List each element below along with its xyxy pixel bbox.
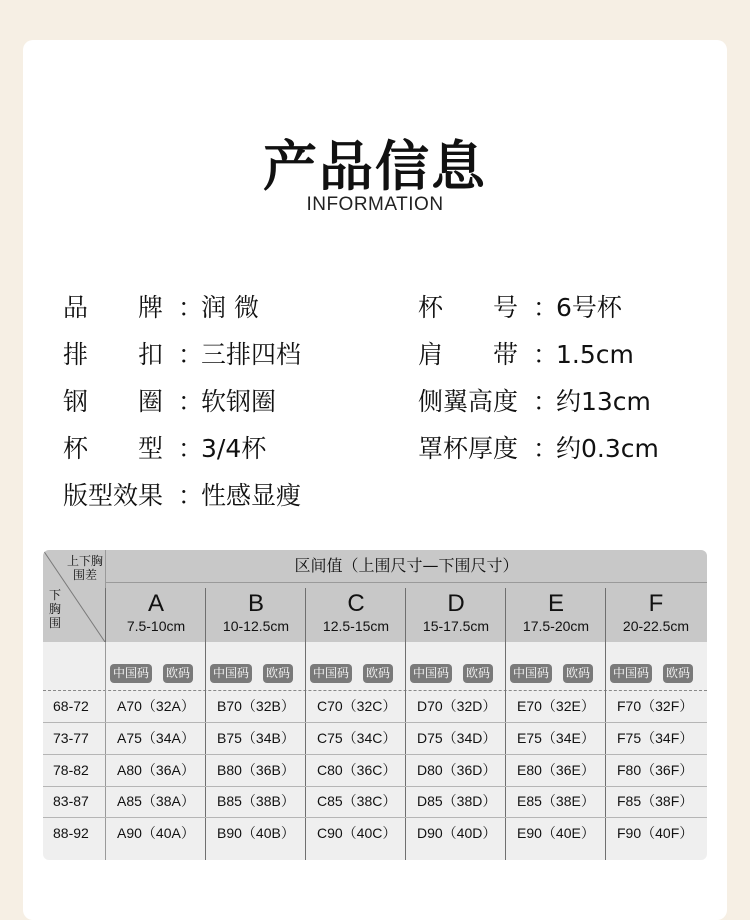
- size-cell: C85（38C）: [317, 793, 397, 810]
- spec-value: 性感显瘦: [201, 481, 302, 510]
- cup-column-header: [605, 588, 706, 642]
- underbust-cell: 88-92: [53, 825, 89, 842]
- underbust-cell: 68-72: [53, 698, 89, 714]
- size-cell: C75（34C）: [317, 729, 397, 746]
- size-cell: D80（36D）: [417, 761, 497, 778]
- size-cell: D75（34D）: [417, 729, 497, 746]
- size-cell: D85（38D）: [417, 793, 497, 810]
- spec-value: 约0.3cm: [556, 434, 659, 463]
- size-cell: F70（32F）: [617, 698, 694, 714]
- eu-size-tag: 欧码: [663, 664, 693, 683]
- eu-size-tag: 欧码: [263, 664, 293, 683]
- underbust-cell: 73-77: [53, 729, 89, 746]
- corner-label-upper: 上下胸围差: [66, 554, 103, 582]
- size-cell: F90（40F）: [617, 825, 694, 842]
- spec-value: 3/4杯: [201, 434, 267, 463]
- spec-label: 罩杯厚度: [418, 434, 519, 463]
- size-cell: B90（40B）: [217, 825, 295, 842]
- spec-colon: ：: [533, 387, 559, 416]
- china-size-tag: 中国码: [610, 664, 652, 683]
- spec-label: 侧翼高度: [418, 387, 519, 416]
- spec-colon: ：: [178, 340, 204, 369]
- spec-value: 软钢圈: [201, 387, 277, 416]
- size-cell: B70（32B）: [217, 698, 295, 714]
- table-row: [43, 786, 707, 818]
- cup-column-header: [305, 588, 406, 642]
- cup-letter: A: [147, 590, 164, 617]
- china-size-tag: 中国码: [510, 664, 552, 683]
- table-header: [43, 550, 707, 642]
- spec-label: 钢 圈: [63, 387, 164, 416]
- spec-label: 品 牌: [63, 293, 164, 322]
- page-title: 产品信息: [263, 135, 487, 198]
- spec-row: [0, 339, 750, 371]
- cup-letter: D: [447, 590, 465, 617]
- spec-label: 排 扣: [63, 340, 164, 369]
- table-row: [43, 818, 707, 849]
- eu-size-tag: 欧码: [463, 664, 493, 683]
- size-cell: E85（38E）: [517, 793, 595, 810]
- spec-label: 杯 号: [418, 293, 519, 322]
- corner-label-lower: 下胸围: [49, 588, 62, 630]
- size-cell: E70（32E）: [517, 698, 595, 714]
- cup-range: 7.5-10cm: [126, 618, 186, 634]
- cup-letter: E: [547, 590, 564, 617]
- cup-range: 15-17.5cm: [422, 618, 490, 634]
- spec-value: 约13cm: [556, 387, 651, 416]
- cup-range: 12.5-15cm: [322, 618, 390, 634]
- size-cell: D70（32D）: [417, 698, 497, 714]
- spec-label: 杯 型: [63, 434, 164, 463]
- spec-row: [0, 292, 750, 324]
- spec-value: 润 微: [201, 293, 259, 322]
- size-cell: A80（36A）: [117, 761, 195, 778]
- spec-colon: ：: [178, 434, 204, 463]
- cup-letter: F: [648, 590, 664, 617]
- size-cell: E90（40E）: [517, 825, 595, 842]
- cup-column-header: [205, 588, 306, 642]
- size-cell: F80（36F）: [617, 761, 694, 778]
- size-cell: A85（38A）: [117, 793, 195, 810]
- spec-label: 版型效果: [63, 481, 164, 510]
- table-corner: [43, 550, 106, 642]
- table-row: [43, 691, 707, 723]
- size-table: [43, 550, 707, 860]
- size-cell: A70（32A）: [117, 698, 195, 714]
- underbust-cell: 78-82: [53, 761, 89, 778]
- cup-range: 10-12.5cm: [222, 618, 290, 634]
- size-cell: A75（34A）: [117, 729, 195, 746]
- page-subtitle: INFORMATION: [306, 194, 444, 215]
- spec-colon: ：: [178, 293, 204, 322]
- cup-column-header: [105, 588, 206, 642]
- spec-label: 肩 带: [418, 340, 519, 369]
- size-cell: B80（36B）: [217, 761, 295, 778]
- size-cell: B85（38B）: [217, 793, 295, 810]
- spec-row: [0, 386, 750, 418]
- size-cell: C80（36C）: [317, 761, 397, 778]
- spec-row: [0, 480, 750, 512]
- spec-colon: ：: [533, 340, 559, 369]
- size-cell: F85（38F）: [617, 793, 694, 810]
- table-row: [43, 755, 707, 787]
- china-size-tag: 中国码: [110, 664, 152, 683]
- size-cell: C90（40C）: [317, 825, 397, 842]
- size-cell: E80（36E）: [517, 761, 595, 778]
- china-size-tag: 中国码: [210, 664, 252, 683]
- eu-size-tag: 欧码: [563, 664, 593, 683]
- spec-row: [0, 433, 750, 465]
- size-cell: C70（32C）: [317, 698, 397, 714]
- cup-letter: C: [347, 590, 365, 617]
- spec-value: 1.5cm: [556, 340, 634, 369]
- china-size-tag: 中国码: [410, 664, 452, 683]
- china-size-tag: 中国码: [310, 664, 352, 683]
- table-row: [43, 723, 707, 755]
- underbust-cell: 83-87: [53, 793, 89, 810]
- range-title: 区间值（上围尺寸—下围尺寸）: [106, 550, 707, 583]
- cup-range: 20-22.5cm: [622, 618, 690, 634]
- cup-column-header: [405, 588, 506, 642]
- spec-colon: ：: [533, 293, 559, 322]
- size-cell: F75（34F）: [617, 729, 694, 746]
- spec-colon: ：: [533, 434, 559, 463]
- size-cell: D90（40D）: [417, 825, 497, 842]
- cup-letter: B: [247, 590, 264, 617]
- size-cell: A90（40A）: [117, 825, 195, 842]
- spec-value: 6号杯: [556, 293, 622, 322]
- spec-colon: ：: [178, 387, 204, 416]
- eu-size-tag: 欧码: [163, 664, 193, 683]
- eu-size-tag: 欧码: [363, 664, 393, 683]
- size-cell: B75（34B）: [217, 729, 295, 746]
- spec-colon: ：: [178, 481, 204, 510]
- cup-column-header: [505, 588, 606, 642]
- spec-value: 三排四档: [201, 340, 302, 369]
- cup-range: 17.5-20cm: [522, 618, 590, 634]
- size-cell: E75（34E）: [517, 729, 595, 746]
